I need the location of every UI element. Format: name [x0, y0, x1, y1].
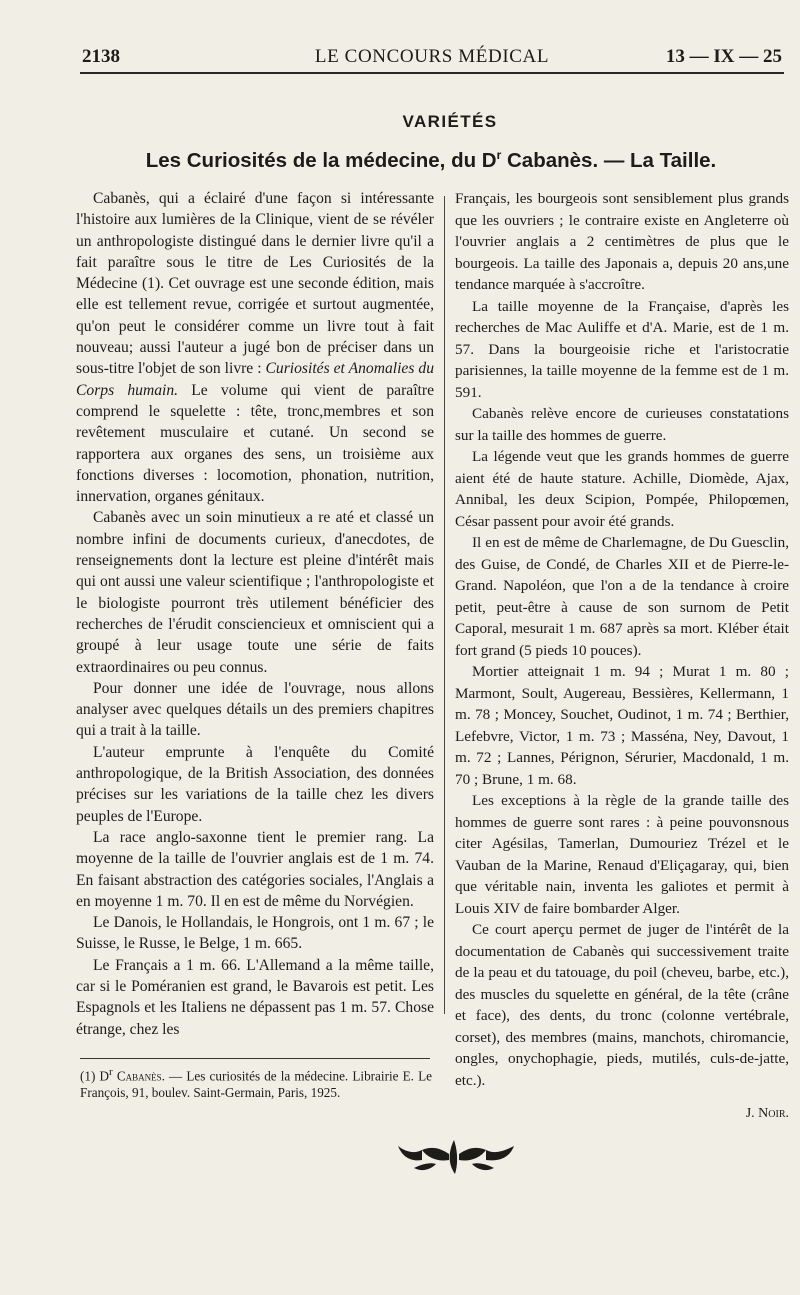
right-column [455, 188, 789, 1125]
paragraph: Il en est de même de Charlemagne, de Du Guesclin, des Guise, de Condé, de Charles XII et de Pierre-le-Grand. Napoléon, que l'on a de la tendance à croire petit, peut-être à cause de son surnom de Petit Caporal, mesurait 1 m. 687 après sa mort. Kléber était fort grand (5 pieds 10 pouces). [455, 534, 789, 659]
article-title-end: Cabanès. — La Taille. [501, 148, 717, 172]
footnote-author: Cabanès. [112, 1068, 165, 1084]
paragraph-text: Le volume qui vient de paraître comprend le squelette : tête, tronc,membres et son revêtement musculaire et cutané. Un second se rapportera aux organes des sens, un troisième aux fonctions diverses : locomotion, phonation, nutrition, innervation, organes génitaux. [76, 381, 434, 506]
paragraph-text: Cabanès, qui a éclairé d'une façon si intéressante l'histoire aux lumières de la Clinique, vient de se révéler un anthropologiste distingué dans le dernier livre qu'il a fait paraître sous le titre de Les Curiosités de la Médecine (1). Cet ouvrage est une seconde édition, mais elle est tellement revue, corrigée et surtout augmentée, qu'on peut le considérer comme un livre tout à fait nouveau; aussi l'auteur a jugé bon de préciser dans un sous-titre l'objet de son livre : [76, 190, 434, 378]
footnote-rule [80, 1058, 430, 1059]
paragraph: Cabanès avec un soin minutieux a re até et classé un nombre infini de documents curieux, d'anecdotes, de renseignements dont la lecture est pleine d'intérêt mais qui ont aussi une valeur scientifique ; l'anthropologiste et le biologiste pourront très utilement bénéficier des recherches de l'érudit consciencieux et omniscient qui a groupé à leur usage toute une série de faits extraordinaires ou peu connus. [76, 509, 434, 676]
column-rule [444, 196, 445, 1014]
signature-text: J. Noir. [745, 1106, 789, 1121]
issue-date: 13 — IX — 25 [665, 46, 782, 67]
running-head [82, 44, 782, 70]
paragraph: Mortier atteignait 1 m. 94 ; Murat 1 m. 80 ; Marmont, Soult, Augereau, Bessières, Kellermann, 1 m. 78 ; Moncey, Souchet, Oudinot, 1 m. 74 ; Berthier, Lefebvre, Victor, 1 m. 73 ; Masséna, Ney, Davout, 1 m. 72 ; Lannes, Pérignon, Sérurier, Macdonald, 1 m. 70 ; Brune, 1 m. 68. [455, 663, 789, 788]
section-heading: VARIÉTÉS [402, 112, 498, 131]
paragraph: Pour donner une idée de l'ouvrage, nous allons analyser avec quelques détails un des premiers chapitres qui a trait à la taille. [76, 679, 434, 740]
paragraph: L'auteur emprunte à l'enquête du Comité anthropologique, de la British Association, des données précises sur les variations de la taille chez les divers peuples de l'Europe. [76, 743, 434, 825]
paragraph: La taille moyenne de la Française, d'après les recherches de Mac Auliffe et d'A. Marie, est de 1 m. 57. Dans la bourgeoisie riche et l'aristocratie parisiennes, la taille moyenne de la femme est de 1 m. 591. [455, 297, 789, 401]
header-rule [80, 72, 784, 74]
footnote-marker: (1) D [80, 1068, 110, 1084]
footnote-text: — Les curiosités de la médecine. Librairie E. Le François, 91, boulev. Saint-Germain, Paris, 1925. [80, 1068, 432, 1101]
article-title-sup: r [496, 148, 502, 162]
paragraph: Cabanès relève encore de curieuses constatations sur la taille des hommes de guerre. [455, 405, 789, 444]
paragraph: Ce court aperçu permet de juger de l'intérêt de la documentation de Cabanès qui successivement traite de la peau et du tatouage, du poil (cheveu, barbe, etc.), des muscles du squelette en général, de la tête (crâne et face), des dents, du tronc (colonne vertébrale, corset), des membres (mains, manchots, chiromancie, ongles, onychophagie, pieds, mutilés, culs-de-jatte, etc.). [455, 921, 789, 1089]
paragraph: La race anglo-saxonne tient le premier rang. La moyenne de la taille de l'ouvrier anglais est de 1 m. 74. En faisant abstraction des catégories sociales, l'Anglais a en moyenne 1 m. 70. Il en est de même du Norvégien. [76, 828, 434, 910]
article-title-start: Les Curiosités de la médecine, du D [145, 148, 497, 172]
paragraph: La légende veut que les grands hommes de guerre aient été de haute stature. Achille, Diomède, Ajax, Annibal, les deux Scipion, Pompée, Philopœmen, César passent pour avoir été grands. [455, 448, 789, 530]
footnote [80, 1064, 432, 1101]
paragraph: Le Danois, le Hollandais, le Hongrois, ont 1 m. 67 ; le Suisse, le Russe, le Belge, 1 m. 665. [76, 914, 434, 953]
footnote-sup: r [109, 1066, 113, 1078]
page-number: 2138 [82, 46, 120, 67]
book-subtitle: Curiosités et Anomalies du Corps humain. [76, 360, 434, 399]
floral-ornament-icon [392, 1134, 520, 1178]
author-signature [455, 1103, 789, 1125]
paragraph [76, 188, 434, 507]
article-title [80, 148, 782, 173]
journal-title: LE CONCOURS MÉDICAL [314, 46, 550, 67]
paragraph: Les exceptions à la règle de la grande taille des hommes de guerre sont rares : à peine pouvonsnous citer Agésilas, Tamerlan, Dumouriez Trézel et le Vauban de la Marine, Renaud d'Eliçagaray, qui, bien que véritable nain, inventa les galiotes et permit à Louis XIV de faire bombarder Alger. [455, 792, 789, 917]
left-column [76, 188, 434, 1040]
paragraph: Le Français a 1 m. 66. L'Allemand a la même taille, car si le Poméranien est grand, le Bavarois est petit. Les Espagnols et les Italiens ne dépassent pas 1 m. 57. Chose étrange, chez les [76, 956, 434, 1038]
paragraph: Français, les bourgeois sont sensiblement plus grands que les ouvriers ; le contraire existe en Angleterre où l'ouvrier anglais a 2 centimètres de plus que le bourgeois. La taille des Japonais a, depuis 20 ans,une tendance marquée à s'accroître. [455, 190, 789, 293]
